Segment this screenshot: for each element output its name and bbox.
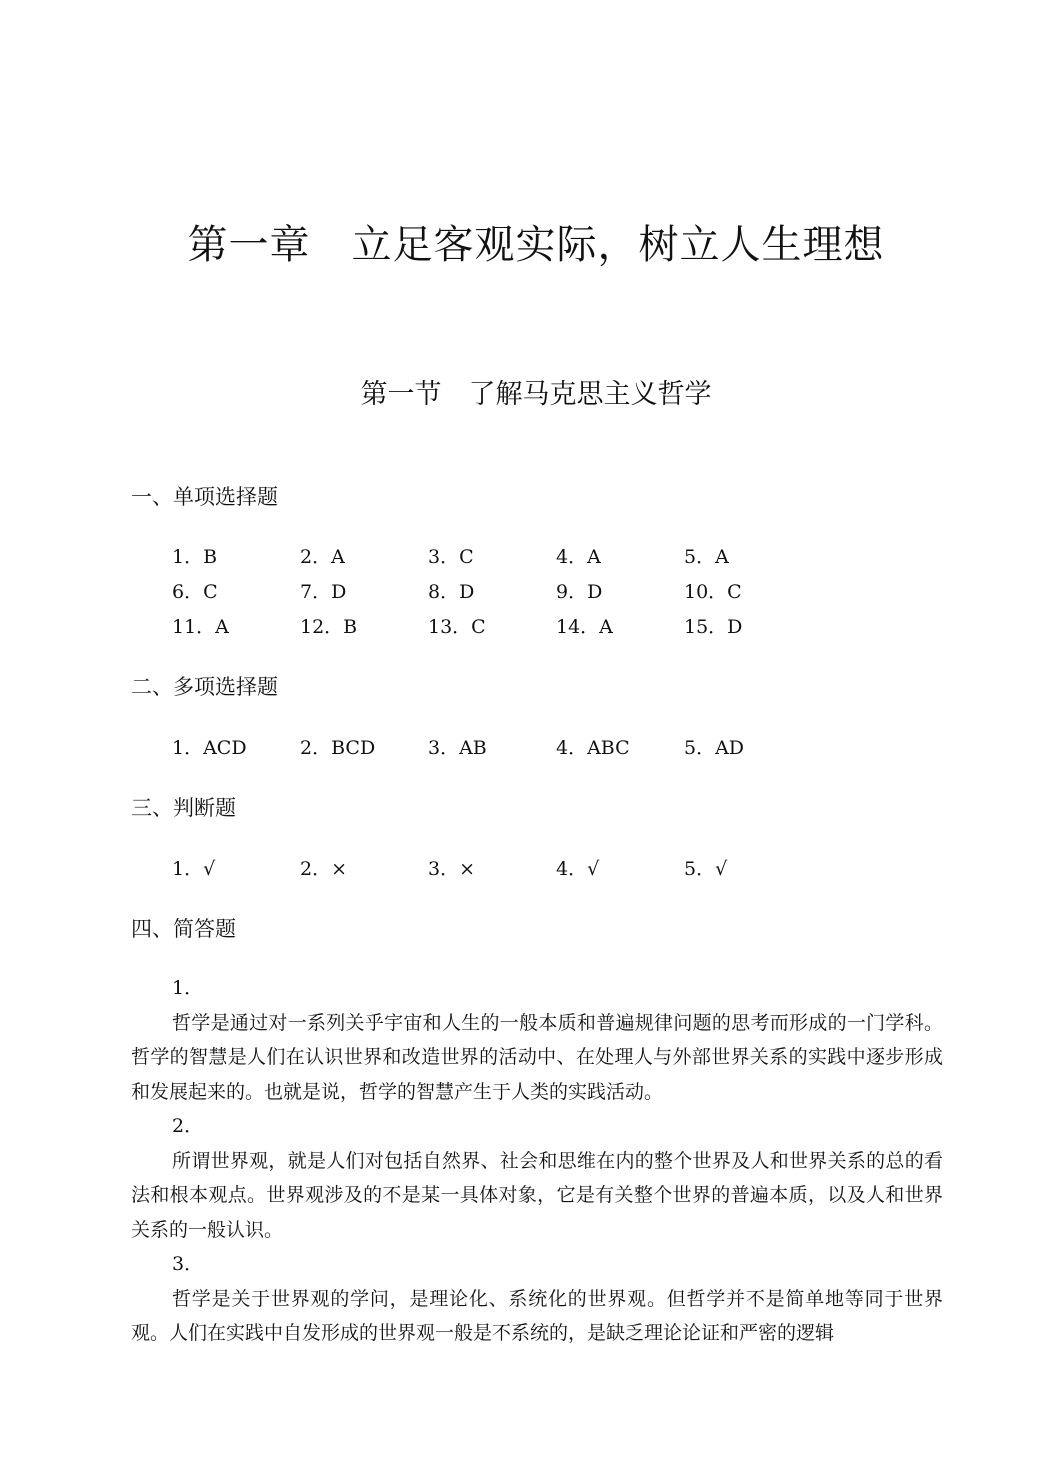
answer-item: 1．B xyxy=(172,546,218,568)
section-title: 第一节 了解马克思主义哲学 xyxy=(360,379,712,410)
question-number: 3． xyxy=(172,1253,204,1275)
answer-item: 5．A xyxy=(684,546,729,568)
answer-item: 4．A xyxy=(556,546,601,568)
answer-item: 1．√ xyxy=(172,858,216,880)
answer-item: 2．× xyxy=(300,858,348,880)
answer-item: 14．A xyxy=(556,616,613,638)
answer-item: 12．B xyxy=(300,616,358,638)
answer-item: 1．ACD xyxy=(172,737,247,759)
answer-item: 15．D xyxy=(684,616,743,638)
answer-paragraph: 所谓世界观，就是人们对包括自然界、社会和思维在内的整个世界及人和世界关系的总的看法和根本观点。世界观涉及的不是某一具体对象，它是有关整个世界的普遍本质，以及人和世界关系的一般认识。 xyxy=(131,1149,943,1241)
answer-row xyxy=(172,577,892,612)
answer-item: 5．AD xyxy=(684,737,745,759)
answer-paragraph: 哲学是通过对一系列关乎宇宙和人生的一般本质和普遍规律问题的思考而形成的一门学科。哲学的智慧是人们在认识世界和改造世界的活动中、在处理人与外部世界关系的实践中逐步形成和发展起来的。也就是说，哲学的智慧产生于人类的实践活动。 xyxy=(131,1011,943,1103)
answer-item: 3．× xyxy=(428,858,476,880)
answer-item: 5．√ xyxy=(684,858,728,880)
question-number: 2． xyxy=(172,1115,204,1137)
true-false-answers xyxy=(172,854,892,889)
true-false-heading: 三、判断题 xyxy=(131,796,236,820)
answer-item: 13．C xyxy=(428,616,486,638)
answer-item: 8．D xyxy=(428,581,475,603)
answer-item: 4．ABC xyxy=(556,737,630,759)
multiple-choice-heading: 二、多项选择题 xyxy=(131,675,278,699)
answer-row xyxy=(172,612,892,647)
short-answer-list xyxy=(131,971,943,1351)
answer-item: 3．AB xyxy=(428,737,487,759)
single-choice-heading: 一、单项选择题 xyxy=(131,485,278,509)
answer-item: 2．A xyxy=(300,546,345,568)
answer-paragraph: 哲学是关于世界观的学问，是理论化、系统化的世界观。但哲学并不是简单地等同于世界观。人们在实践中自发形成的世界观一般是不系统的，是缺乏理论论证和严密的逻辑 xyxy=(131,1287,943,1344)
answer-item: 7．D xyxy=(300,581,347,603)
answer-item: 3．C xyxy=(428,546,474,568)
answer-item: 2．BCD xyxy=(300,737,376,759)
answer-item: 4．√ xyxy=(556,858,600,880)
answer-item: 9．D xyxy=(556,581,603,603)
answer-item: 6．C xyxy=(172,581,218,603)
answer-row xyxy=(172,733,892,768)
answer-item: 11．A xyxy=(172,616,229,638)
short-answer-heading: 四、简答题 xyxy=(131,917,236,941)
single-choice-answers xyxy=(172,542,892,647)
answer-row xyxy=(172,542,892,577)
answer-row xyxy=(172,854,892,889)
multiple-choice-answers xyxy=(172,733,892,768)
chapter-title: 第一章 立足客观实际，树立人生理想 xyxy=(187,222,885,268)
question-number: 1． xyxy=(172,977,204,999)
answer-item: 10．C xyxy=(684,581,742,603)
